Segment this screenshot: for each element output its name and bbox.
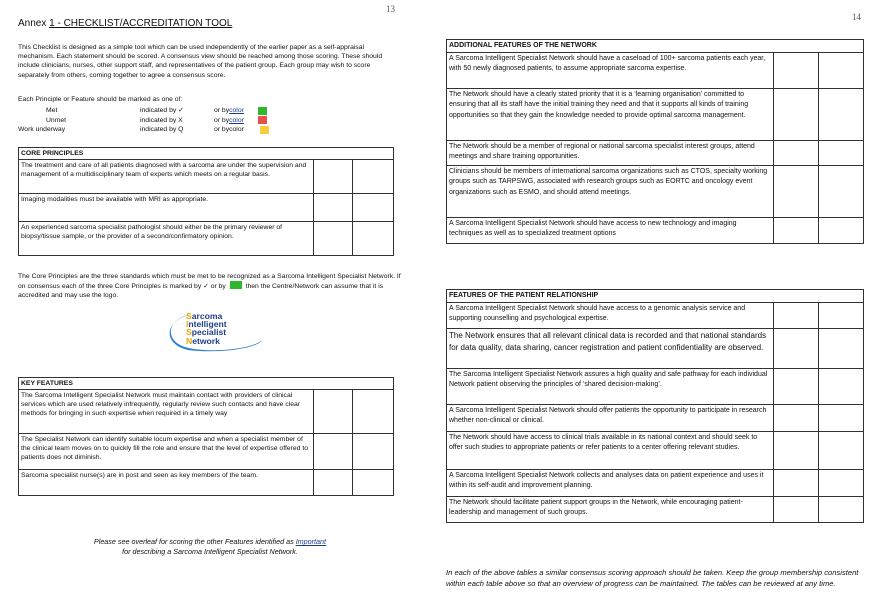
sarcoma-network-logo: [162, 308, 272, 354]
closing-note: In each of the above tables a similar consensus scoring approach should be taken. Keep the group membership consistent within each table above so that an overview of progress can be maintained. The tables can be reviewed at any time.: [446, 568, 859, 589]
key-features-header: KEY FEATURES: [19, 378, 394, 390]
table-row: An experienced sarcoma specialist pathologist should either be the primary reviewer of biopsy/tissue sample, or the provider of a second/confirmatory opinion.: [19, 222, 394, 256]
table-row: A Sarcoma Intelligent Specialist Network should have a caseload of 100+ sarcoma patients each year, with 50 newly diagnosed patients, to assume appropriate sarcoma expertise.: [447, 53, 864, 89]
score-cell[interactable]: [774, 369, 819, 405]
table-header-row: [19, 148, 394, 160]
score-cell[interactable]: [314, 390, 353, 434]
table-header-row: [19, 378, 394, 390]
score-cell[interactable]: [774, 166, 819, 218]
score-cell[interactable]: [819, 369, 864, 405]
score-cell[interactable]: [819, 470, 864, 497]
work-underway-color-swatch: [260, 126, 269, 134]
table-row: A Sarcoma Intelligent Specialist Network should have access to new technology and imaging techniques as well as to specialized treatment options: [447, 218, 864, 244]
score-cell[interactable]: [819, 303, 864, 329]
score-cell[interactable]: [353, 390, 394, 434]
score-cell[interactable]: [774, 218, 819, 244]
table-row: Clinicians should be members of international sarcoma organizations such as CTOS, specialty working groups such as TARPSWG, associated with research groups such as EORTC and oncology event organizations such as ESMO, and should attend meetings.: [447, 166, 864, 218]
score-cell[interactable]: [774, 432, 819, 470]
table-row: The Network ensures that all relevant clinical data is recorded and that national standards for data quality, data sharing, cancer registration and patient confidentiality are observed.: [447, 329, 864, 369]
table-header-row: [447, 40, 864, 53]
logo-line: Specialist: [186, 327, 227, 338]
score-cell[interactable]: [774, 89, 819, 141]
score-cell[interactable]: [774, 53, 819, 89]
score-cell[interactable]: [819, 89, 864, 141]
score-cell[interactable]: [774, 303, 819, 329]
table-row: A Sarcoma Intelligent Specialist Network should have access to a genomic analysis service and supporting counselling and psychological expertise.: [447, 303, 864, 329]
score-cell[interactable]: [774, 329, 819, 369]
additional-features-table: [446, 39, 864, 244]
table-row: The Sarcoma Intelligent Specialist Network must maintain contact with providers of clinical services which are used relatively infrequently, regularly review such contacts and have clear methods for bringing in such expertise when required in a timely way: [19, 390, 394, 434]
table-row: A Sarcoma Intelligent Specialist Network should offer patients the opportunity to participate in research whether non-clinical or clinical.: [447, 405, 864, 432]
core-principles-header: CORE PRINCIPLES: [19, 148, 394, 160]
marking-intro: Each Principle or Feature should be marked as one of:: [18, 96, 183, 103]
key-features-table: [18, 377, 394, 496]
score-cell[interactable]: [353, 160, 394, 194]
score-cell[interactable]: [819, 141, 864, 166]
score-cell[interactable]: [314, 434, 353, 470]
marking-row-unmet: Unmet indicated by X or by color: [46, 116, 269, 126]
logo-line: Sarcoma: [186, 311, 223, 321]
score-cell[interactable]: [819, 329, 864, 369]
score-cell[interactable]: [819, 53, 864, 89]
table-row: A Sarcoma Intelligent Specialist Network collects and analyses data on patient experience and uses it within its self-audit and improvement planning.: [447, 470, 864, 497]
patient-relationship-table: [446, 289, 864, 523]
score-cell[interactable]: [774, 470, 819, 497]
marking-row-met: Met indicated by ✓ or by color: [46, 106, 269, 116]
score-cell[interactable]: [774, 141, 819, 166]
table-header-row: [447, 290, 864, 303]
met-color-swatch: [258, 107, 267, 115]
table-row: The Sarcoma Intelligent Specialist Network assures a high quality and safe pathway for each individual Network patient observing the principles of ‘shared decision-making’.: [447, 369, 864, 405]
core-principles-note: The Core Principles are the three standards which must be met to be recognized as a Sarcoma Intelligent Specialist Network. If on consensus each of the three Core Principles is marked by ✓ or by then the Centre/Network can assume that it is accredited and may use the logo.: [18, 273, 401, 300]
score-cell[interactable]: [819, 405, 864, 432]
score-cell[interactable]: [353, 470, 394, 496]
additional-features-header: ADDITIONAL FEATURES OF THE NETWORK: [447, 40, 864, 53]
table-row: The Network should have a clearly stated priority that it is a ‘learning organisation’ committed to ensuring that all its staff have the initial training they need and that it supports all kinds of training opportunities so that they gain the knowledge needed to provide optimal sarcoma management.: [447, 89, 864, 141]
score-cell[interactable]: [314, 194, 353, 222]
table-row: The Network should have access to clinical trials available in its national context and should seek to offer such studies to appropriate patients or refer patients to a center offering relevant studies.: [447, 432, 864, 470]
marking-row-work-underway: Work underway indicated by Q or by color: [18, 125, 269, 135]
annex-title: Annex 1 - CHECKLIST/ACCREDITATION TOOL: [18, 18, 233, 29]
color-link[interactable]: color: [229, 116, 244, 124]
marking-legend: [18, 106, 269, 135]
score-cell[interactable]: [353, 194, 394, 222]
score-cell[interactable]: [353, 222, 394, 256]
score-cell[interactable]: [819, 166, 864, 218]
patient-relationship-header: FEATURES OF THE PATIENT RELATIONSHIP: [447, 290, 864, 303]
table-row: The Network should facilitate patient support groups in the Network, while encouraging patient-leadership and management of such groups.: [447, 497, 864, 523]
score-cell[interactable]: [314, 470, 353, 496]
overleaf-note: Please see overleaf for scoring the other Features identified as Important for describing a Sarcoma Intelligent Specialist Network.: [93, 537, 327, 556]
table-row: The Network should be a member of regional or national sarcoma specialist interest groups, attend meetings and share training opportunities.: [447, 141, 864, 166]
color-link[interactable]: color: [229, 107, 244, 115]
intro-paragraph: This Checklist is designed as a simple tool which can be used independently of the earlier paper as a self-appraisal mechanism. Each statement should be scored. A consensus view should be reached among those scoring. These should include clinicians, nurses, other support staff, and representatives of the patient group. Each group may wish to score separately from others, coming together to agree a consensus score.: [18, 44, 383, 79]
score-cell[interactable]: [314, 222, 353, 256]
table-row: Sarcoma specialist nurse(s) are in post and seen as key members of the team.: [19, 470, 394, 496]
table-row: The treatment and care of all patients diagnosed with a sarcoma are under the supervision and management of a multidisciplinary team of experts which meets on a regular basis.: [19, 160, 394, 194]
table-row: Imaging modalities must be available with MRI as appropriate.: [19, 194, 394, 222]
score-cell[interactable]: [819, 432, 864, 470]
score-cell[interactable]: [819, 497, 864, 523]
page-number: 13: [386, 4, 395, 14]
core-principles-table: [18, 147, 394, 256]
table-row: The Specialist Network can identify suitable locum expertise and when a specialist member of the clinical team moves on to quickly fill the role and ensure that the level of expertise offered to patients does not diminish.: [19, 434, 394, 470]
met-color-swatch: [230, 281, 242, 289]
important-link[interactable]: Important: [295, 537, 327, 546]
page-14: [436, 0, 872, 615]
score-cell[interactable]: [819, 218, 864, 244]
score-cell[interactable]: [774, 405, 819, 432]
page-number: 14: [852, 12, 861, 22]
logo-line: Network: [186, 335, 220, 346]
score-cell[interactable]: [314, 160, 353, 194]
unmet-color-swatch: [258, 116, 267, 124]
score-cell[interactable]: [353, 434, 394, 470]
score-cell[interactable]: [774, 497, 819, 523]
logo-line: Intelligent: [186, 319, 227, 330]
